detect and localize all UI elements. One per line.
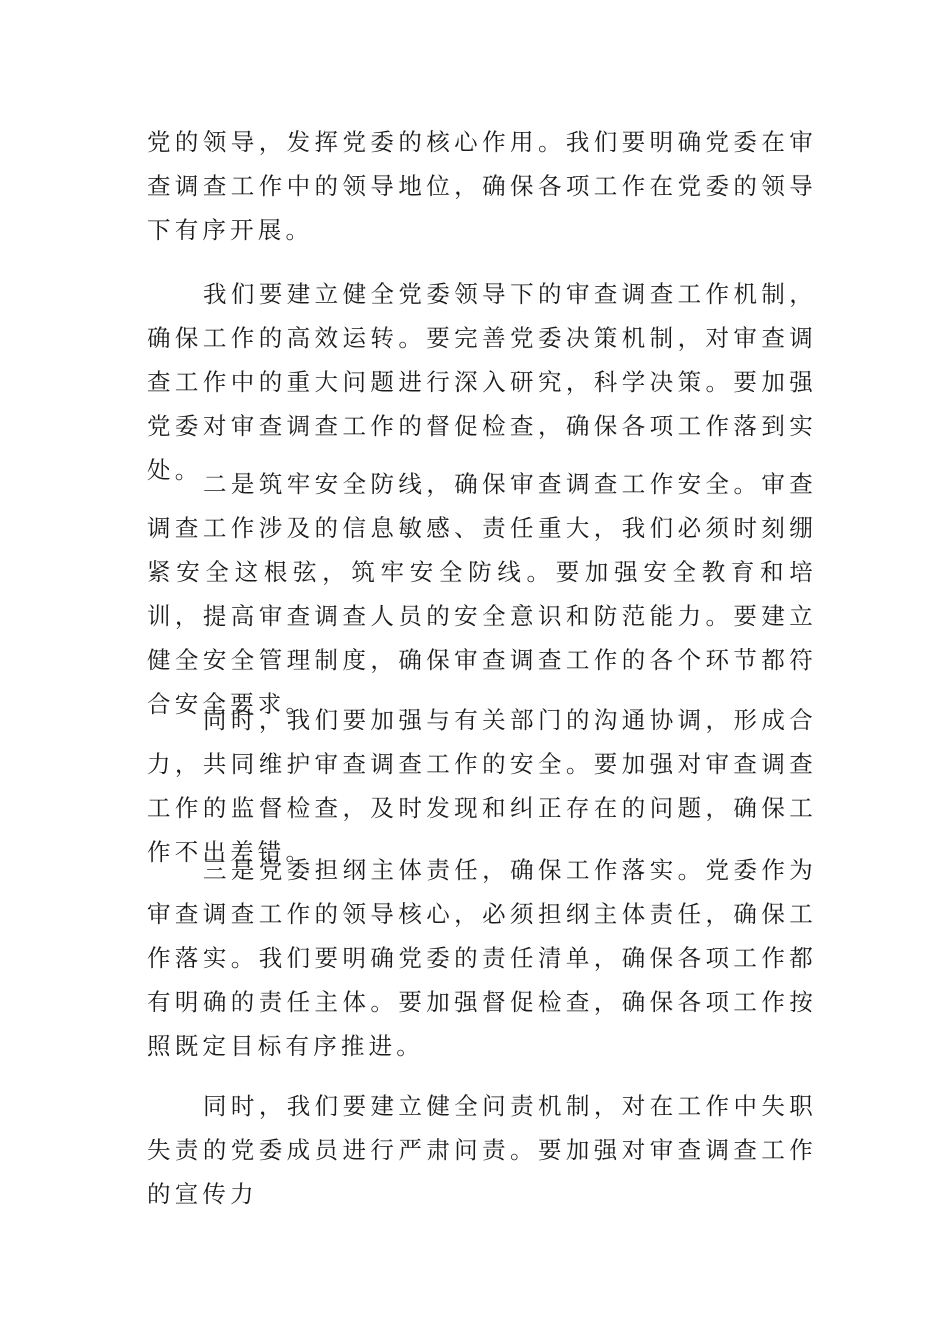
- paragraph-2: 我们要建立健全党委领导下的审查调查工作机制，确保工作的高效运转。要完善党委决策机制，对审查调查工作中的重大问题进行深入研究，科学决策。要加强党委对审查调查工作的督促检查，确保各项工作落到实处。: [147, 280, 817, 484]
- paragraph-1: 党的领导，发挥党委的核心作用。我们要明确党委在审查调查工作中的领导地位，确保各项工作在党委的领导下有序开展。: [147, 128, 817, 244]
- paragraph-4: 同时，我们要加强与有关部门的沟通协调，形成合力，共同维护审查调查工作的安全。要加强对审查调查工作的监督检查，及时发现和纠正存在的问题，确保工作不出差错。: [147, 706, 817, 866]
- paragraph-3: 二是筑牢安全防线，确保审查调查工作安全。审查调查工作涉及的信息敏感、责任重大，我们必须时刻绷紧安全这根弦，筑牢安全防线。要加强安全教育和培训，提高审查调查人员的安全意识和防范能力。要建立健全安全管理制度，确保审查调查工作的各个环节都符合安全要求。: [147, 470, 817, 718]
- paragraph-6: 同时，我们要建立健全问责机制，对在工作中失职失责的党委成员进行严肃问责。要加强对审查调查工作的宣传力: [147, 1092, 817, 1208]
- paragraph-5: 三是党委担纲主体责任，确保工作落实。党委作为审查调查工作的领导核心，必须担纲主体责任，确保工作落实。我们要明确党委的责任清单，确保各项工作都有明确的责任主体。要加强督促检查，确保各项工作按照既定目标有序推进。: [147, 856, 817, 1060]
